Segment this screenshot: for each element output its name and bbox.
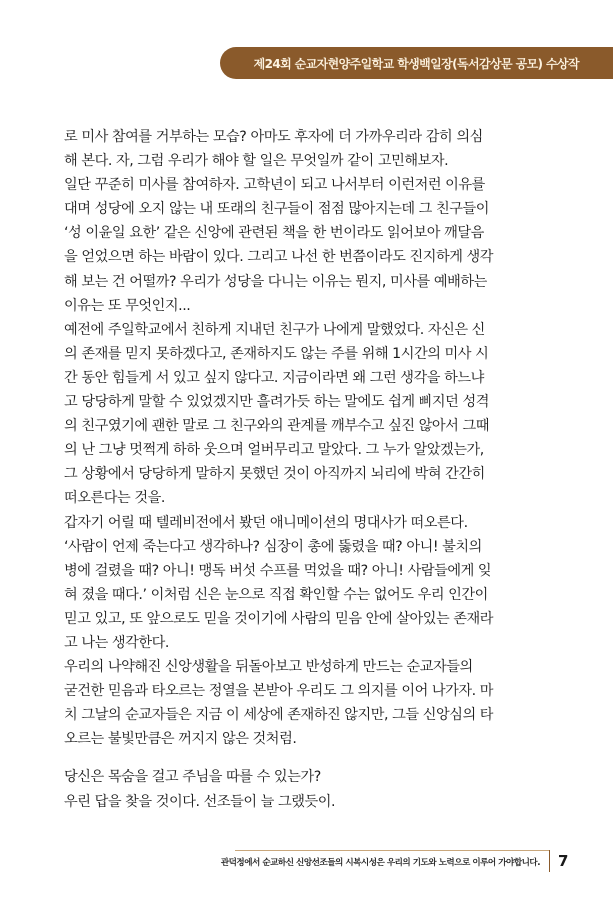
- text-line: 우리의 나약해진 신앙생활을 뒤돌아보고 반성하게 만드는 순교자들의: [64, 659, 473, 676]
- header-title: 제24회 순교자현양주일학교 학생백일장(독서감상문 공모) 수상작: [253, 56, 579, 71]
- text-line: 고 나는 생각한다.: [64, 634, 169, 651]
- text-line: 혀 졌을 때다.’ 이처럼 신은 눈으로 직접 확인할 수는 없어도 우리 인간이: [64, 586, 488, 603]
- text-line: 그 상황에서 당당하게 말하지 못했던 것이 아직까지 뇌리에 박혀 간간히: [64, 466, 485, 483]
- text-line: 믿고 있고, 또 앞으로도 믿을 것이기에 사람의 믿음 안에 살아있는 존재라: [64, 610, 494, 627]
- page-number: 7: [558, 852, 569, 870]
- text-line: 고 당당하게 말할 수 있었겠지만 흘려가듯 하는 말에도 쉽게 삐지던 성격: [64, 394, 489, 411]
- text-line: 을 얻었으면 하는 바람이 있다. 그리고 나선 한 번쯤이라도 진지하게 생각: [64, 249, 494, 266]
- text-line: 의 친구였기에 괜한 말로 그 친구와의 관계를 깨부수고 싶진 않아서 그때: [64, 418, 489, 435]
- text-line: ‘성 이윤일 요한’ 같은 신앙에 관련된 책을 한 번이라도 읽어보아 깨달음: [64, 225, 484, 242]
- text-line: 의 존재를 믿지 못하겠다고, 존재하지도 않는 주를 위해 1시간의 미사 시: [64, 345, 489, 362]
- header-bar: [220, 47, 613, 79]
- text-line: 대며 성당에 오지 않는 내 또래의 친구들이 점점 많아지는데 그 친구들이: [64, 201, 489, 218]
- closing-line: 우린 답을 찾을 것이다. 선조들이 늘 그랬듯이.: [64, 793, 336, 810]
- text-line: 갑자기 어릴 때 텔레비전에서 봤던 애니메이션의 명대사가 떠오른다.: [64, 514, 468, 531]
- footer-rule: [235, 850, 550, 851]
- text-line: 간 동안 힘들게 서 있고 싶지 않다고. 지금이라면 왜 그런 생각을 하느냐: [64, 369, 484, 386]
- text-line: 의 난 그냥 멋쩍게 하하 웃으며 얼버무리고 말았다. 그 누가 알았겠는가,: [64, 442, 484, 459]
- text-line: 일단 꾸준히 미사를 참여하자. 고학년이 되고 나서부터 이런저런 이유를: [64, 177, 485, 194]
- text-line: ‘사람이 언제 죽는다고 생각하나? 심장이 총에 뚫렸을 때? 아니! 불치의: [64, 538, 482, 555]
- text-line: 오르는 불빛만큼은 꺼지지 않은 것처럼.: [64, 731, 297, 748]
- text-line: 이유는 또 무엇인지...: [64, 297, 191, 314]
- text-line: 해 본다. 자, 그럼 우리가 해야 할 일은 무엇일까 같이 고민해보자.: [64, 153, 449, 170]
- footer-text: 관덕정에서 순교하신 신앙선조들의 시복시성은 우리의 기도와 노력으로 이루어 가야합니다.: [220, 858, 540, 868]
- text-line: 해 보는 건 어떨까? 우리가 성당을 다니는 이유는 뭔지, 미사를 예배하는: [64, 273, 487, 290]
- text-line: 굳건한 믿음과 타오르는 정열을 본받아 우리도 그 의지를 이어 나가자. 마: [64, 683, 494, 700]
- text-line: 병에 걸렸을 때? 아니! 맹독 버섯 수프를 먹었을 때? 아니! 사람들에게 잊: [64, 562, 492, 579]
- text-line: 로 미사 참여를 거부하는 모습? 아마도 후자에 더 가까우리라 감히 의심: [64, 129, 483, 145]
- text-line: 떠오른다는 것을.: [64, 490, 165, 507]
- footer-divider: [549, 850, 550, 872]
- closing-line: 당신은 목숨을 걸고 주님을 따를 수 있는가?: [64, 769, 321, 786]
- text-line: 예전에 주일학교에서 친하게 지내던 친구가 나에게 말했었다. 자신은 신: [64, 321, 485, 338]
- text-line: 치 그날의 순교자들은 지금 이 세상에 존재하진 않지만, 그들 신앙심의 타: [64, 707, 494, 724]
- body-text: [64, 125, 554, 814]
